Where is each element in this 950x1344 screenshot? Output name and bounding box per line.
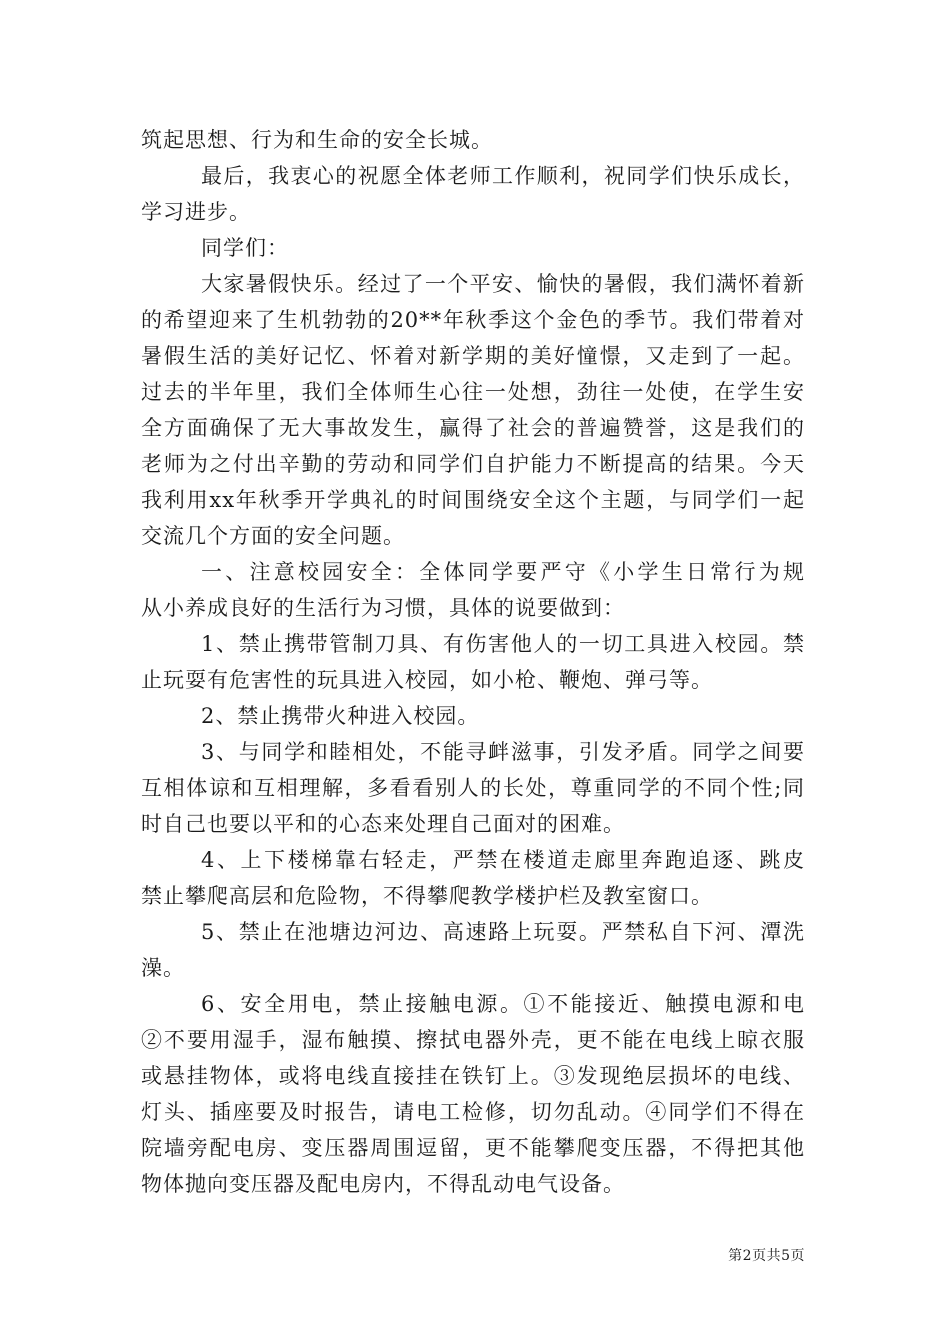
text-line: 禁止攀爬高层和危险物，不得攀爬教学楼护栏及教室窗口。 <box>141 884 713 908</box>
text-line: ②不要用湿手，湿布触摸、擦拭电器外壳，更不能在电线上晾衣服 <box>141 1028 805 1052</box>
text-line: 的希望迎来了生机勃勃的20**年秋季这个金色的季节。我们带着对 <box>141 308 805 332</box>
page-number: 第2页共5页 <box>728 1248 805 1264</box>
text-line: 过去的半年里，我们全体师生心往一处想，劲往一处使，在学生安 <box>141 380 805 404</box>
text-line: 暑假生活的美好记忆、怀着对新学期的美好憧憬，又走到了一起。 <box>141 344 805 368</box>
text-line: 大家暑假快乐。经过了一个平安、愉快的暑假，我们满怀着新 <box>201 272 805 296</box>
paragraph <box>141 230 805 266</box>
text-line: 互相体谅和互相理解，多看看别人的长处，尊重同学的不同个性;同 <box>141 776 805 800</box>
text-line: 物体抛向变压器及配电房内，不得乱动电气设备。 <box>141 1172 625 1196</box>
paragraph <box>141 266 805 554</box>
text-line: 2、禁止携带火种进入校园。 <box>201 704 480 728</box>
paragraph <box>141 842 805 914</box>
paragraph <box>141 698 805 734</box>
text-line: 全方面确保了无大事故发生，赢得了社会的普遍赞誉，这是我们的 <box>141 416 805 440</box>
text-line: 我利用xx年秋季开学典礼的时间围绕安全这个主题，与同学们一起 <box>141 488 805 512</box>
text-line: 灯头、插座要及时报告，请电工检修，切勿乱动。④同学们不得在 <box>141 1100 805 1124</box>
text-line: 学习进步。 <box>141 200 251 224</box>
text-line: 时自己也要以平和的心态来处理自己面对的困难。 <box>141 812 625 836</box>
text-line: 1、禁止携带管制刀具、有伤害他人的一切工具进入校园。禁 <box>201 632 805 656</box>
paragraph <box>141 734 805 842</box>
paragraph <box>141 158 805 230</box>
paragraph <box>141 626 805 698</box>
text-line: 止玩耍有危害性的玩具进入校园，如小枪、鞭炮、弹弓等。 <box>141 668 713 692</box>
paragraph <box>141 122 805 158</box>
text-line: 澡。 <box>141 956 185 980</box>
text-line: 老师为之付出辛勤的劳动和同学们自护能力不断提高的结果。今天 <box>141 452 805 476</box>
text-line: 筑起思想、行为和生命的安全长城。 <box>141 128 493 152</box>
text-line: 交流几个方面的安全问题。 <box>141 524 405 548</box>
paragraph <box>141 986 805 1202</box>
text-line: 或悬挂物体，或将电线直接挂在铁钉上。③发现绝层损坏的电线、 <box>141 1064 805 1088</box>
text-line: 同学们： <box>201 236 289 260</box>
text-line: 院墙旁配电房、变压器周围逗留，更不能攀爬变压器，不得把其他 <box>141 1136 805 1160</box>
text-line: 4、上下楼梯靠右轻走，严禁在楼道走廊里奔跑追逐、跳皮 <box>201 848 805 872</box>
text-line: 3、与同学和睦相处，不能寻衅滋事，引发矛盾。同学之间要 <box>201 740 805 764</box>
document-body <box>141 122 805 1202</box>
paragraph <box>141 914 805 986</box>
text-line: 5、禁止在池塘边河边、高速路上玩耍。严禁私自下河、潭洗 <box>201 920 805 944</box>
text-line: 最后，我衷心的祝愿全体老师工作顺利，祝同学们快乐成长， <box>201 164 805 188</box>
text-line: 从小养成良好的生活行为习惯，具体的说要做到： <box>141 596 625 620</box>
paragraph <box>141 554 805 626</box>
text-line: 6、安全用电，禁止接触电源。①不能接近、触摸电源和电 <box>201 992 805 1016</box>
text-line: 一、注意校园安全：全体同学要严守《小学生日常行为规 <box>201 560 805 584</box>
